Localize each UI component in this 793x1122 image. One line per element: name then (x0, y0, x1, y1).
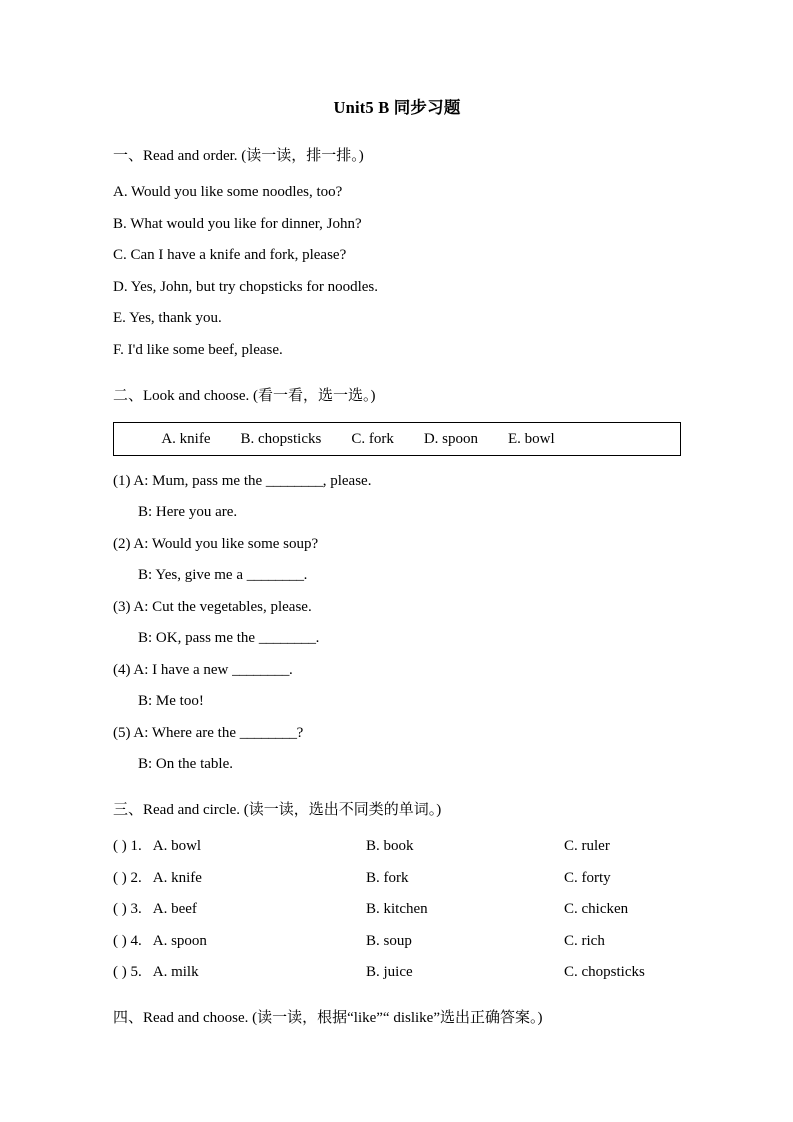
question-row (113, 931, 683, 951)
section-1-item: B. What would you like for dinner, John? (113, 215, 362, 232)
dialogue-line-a (113, 471, 683, 491)
dialogue-line-b: B: Me too! (138, 693, 204, 709)
dialogue-text: B: OK, pass me the (138, 630, 259, 646)
word-bank-option: A. knife (161, 430, 211, 447)
question-option-a[interactable] (113, 931, 207, 951)
worksheet-content (113, 98, 683, 1044)
answer-blank[interactable]: ________ (246, 567, 304, 583)
answer-blank[interactable]: ________ (232, 661, 289, 678)
word-bank-box (113, 422, 681, 456)
word-bank-option: D. spoon (423, 430, 478, 447)
question-option-a[interactable] (113, 836, 201, 856)
answer-blank[interactable]: ________ (258, 630, 316, 646)
dialogue-line-a: (2) A: Would you like some soup? (113, 535, 319, 552)
question-option-b[interactable]: B. fork (366, 869, 409, 886)
question-option-c[interactable]: C. ruler (564, 838, 610, 854)
section-2-heading: 二、Look and choose. (看一看，选一选。) (113, 387, 376, 404)
question-option-b[interactable]: B. book (366, 838, 414, 854)
question-option-c[interactable]: C. chopsticks (564, 964, 645, 980)
question-option-b[interactable]: B. kitchen (366, 901, 428, 917)
dialogue-line-b (138, 565, 683, 585)
dialogue-line-b: B: Here you are. (138, 504, 238, 520)
question-marker[interactable]: ( ) 5. (113, 964, 142, 980)
dialogue-text: B: Yes, give me a (138, 567, 247, 583)
dialogue-line-b (138, 628, 683, 648)
dialogue-text: (5) A: Where are the (113, 724, 240, 741)
word-bank-option: B. chopsticks (240, 430, 322, 447)
question-option-a[interactable] (113, 899, 197, 919)
dialogue-line-b: B: On the table. (138, 756, 233, 772)
option-a-text[interactable]: A. spoon (152, 932, 207, 949)
question-row (113, 836, 683, 856)
section-1-item: C. Can I have a knife and fork, please? (113, 247, 347, 263)
question-option-c[interactable]: C. forty (564, 869, 611, 886)
section-1-item: D. Yes, John, but try chopsticks for noodles. (113, 278, 378, 295)
option-a-text[interactable]: A. beef (152, 901, 197, 917)
question-marker[interactable]: ( ) 4. (113, 932, 142, 949)
question-row (113, 868, 683, 888)
dialogue-text: (1) A: Mum, pass me the (113, 472, 266, 489)
option-a-text[interactable]: A. bowl (152, 838, 202, 854)
section-3-heading: 三、Read and circle. (读一读，选出不同类的单词。) (113, 802, 442, 818)
word-bank-option: C. fork (351, 430, 394, 447)
section-1-item: E. Yes, thank you. (113, 310, 222, 326)
section-1-item: A. Would you like some noodles, too? (113, 184, 343, 200)
question-option-b[interactable]: B. soup (366, 932, 412, 949)
page-title: Unit5 B 同步习题 (333, 98, 461, 117)
question-marker[interactable]: ( ) 1. (113, 838, 142, 854)
question-option-c[interactable]: C. chicken (564, 901, 629, 917)
dialogue-text: ? (296, 724, 304, 741)
word-bank-option: E. bowl (508, 430, 555, 447)
dialogue-line-a (113, 723, 683, 743)
question-row (113, 899, 683, 919)
dialogue-text: . (315, 630, 320, 646)
dialogue-text: (4) A: I have a new (113, 661, 233, 678)
dialogue-line-a: (3) A: Cut the vegetables, please. (113, 598, 312, 615)
question-marker[interactable]: ( ) 2. (113, 869, 142, 886)
question-option-a[interactable] (113, 962, 199, 982)
dialogue-text: . (288, 661, 293, 678)
question-row (113, 962, 683, 982)
question-option-b[interactable]: B. juice (366, 964, 413, 980)
question-option-a[interactable] (113, 868, 202, 888)
dialogue-text: . (303, 567, 308, 583)
option-a-text[interactable]: A. milk (152, 964, 199, 980)
question-marker[interactable]: ( ) 3. (113, 901, 142, 917)
word-bank-options (161, 430, 632, 448)
section-4-heading: 四、Read and choose. (读一读，根据“like”“ dislike”选出正确答案。) (113, 1010, 543, 1026)
section-1-item: F. I'd like some beef, please. (113, 341, 283, 358)
dialogue-text: , please. (322, 472, 372, 489)
section-1-heading: 一、Read and order. (读一读，排一排。) (113, 148, 364, 164)
dialogue-line-a (113, 660, 683, 680)
option-a-text[interactable]: A. knife (152, 869, 202, 886)
answer-blank[interactable]: ________ (265, 472, 323, 489)
question-option-c[interactable]: C. rich (564, 932, 605, 949)
answer-blank[interactable]: ________ (239, 724, 297, 741)
